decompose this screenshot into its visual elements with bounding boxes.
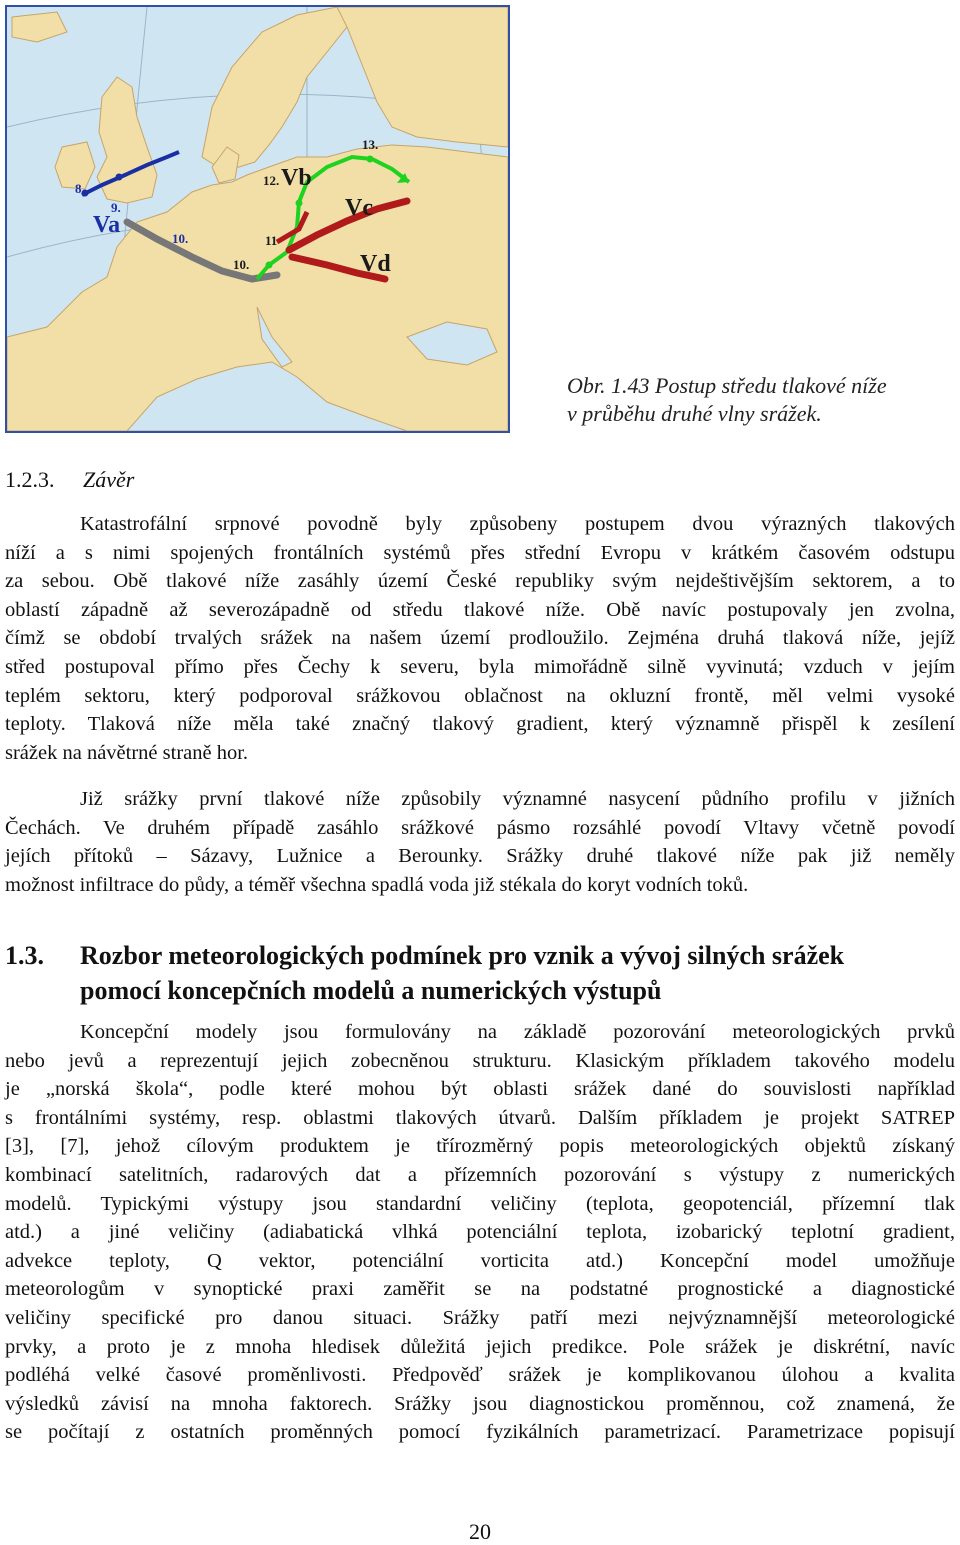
text-line: Koncepční modely jsou formulovány na základě pozorování meteorologických prvků: [80, 1021, 955, 1043]
text-line: advekce teploty, Q vektor, potenciální vorticita atd.) Koncepční model umožňuje: [5, 1249, 955, 1272]
text-line: za sebou. Obě tlakové níže zasáhly území České republiky svým nejdeštivějším sektorem, a to: [5, 570, 955, 593]
europe-map-svg: [7, 7, 508, 431]
text-line: veličiny specifické pro danou situaci. Srážky patří mezi nejvýznamnější meteorologické: [5, 1306, 955, 1329]
point-9: [116, 174, 123, 181]
text-line: s frontálními systémy, resp. oblastmi tlakových útvarů. Dalším příkladem je projekt SATREP: [5, 1106, 955, 1129]
text-line: jejích přítoků – Sázavy, Lužnice a Berounky. Srážky druhé tlakové níže pak již neměly: [5, 845, 955, 868]
text-line: teploty. Tlaková níže měla také značný tlakový gradient, který významně přispěl k zesílení: [5, 713, 955, 736]
text-line: Čechách. Ve druhém případě zasáhlo srážkové pásmo rozsáhlé povodí Vltavy včetně povodí: [5, 816, 955, 839]
text-line: atd.) a jiné veličiny (adiabatická vlhká potenciální teplota, izobarický teplotní gradient,: [5, 1221, 955, 1244]
text-line: výsledků závisí na mnoha faktorech. Srážky jsou diagnostickou proměnnou, což znamená, že: [5, 1392, 955, 1415]
label-10a: 10.: [172, 231, 189, 246]
text-line: střed postupoval přímo přes Čechy k severu, byla mimořádně silně vyvinutá; vzduch v jejím: [5, 655, 955, 678]
paragraph-1: [5, 510, 955, 767]
text-line: čímž se období trvalých srážek na našem území prodloužilo. Zejména druhá tlaková níže, jejíž: [5, 627, 955, 650]
point-13: [367, 156, 374, 163]
text-line: možnost infiltrace do půdy, a téměř všechna spadlá voda již stékala do koryt vodních toků.: [5, 873, 749, 896]
text-line: meteorologům v synoptické praxi zaměřit se na podstatné prognostické a diagnostické: [5, 1278, 955, 1301]
label-8: 8.: [75, 181, 85, 196]
text-line: Katastrofální srpnové povodně byly způsobeny postupem dvou výrazných tlakových: [80, 513, 955, 535]
label-13: 13.: [362, 137, 379, 152]
text-line: kombinací satelitních, radarových dat a přízemních pozorování s výstupy z numerických: [5, 1163, 955, 1186]
text-line: nebo jevů a reprezentují jejich zobecněnou strukturu. Klasickým příkladem takového modelu: [5, 1049, 955, 1072]
caption-line-2: v průběhu druhé vlny srážek.: [567, 401, 822, 426]
section-number: 1.2.3.: [5, 467, 55, 492]
chapter-title-line-2: pomocí koncepčních modelů a numerických výstupů: [80, 976, 662, 1005]
figure-caption: [567, 372, 957, 428]
paragraph-2: [5, 785, 955, 899]
text-line: oblastí západně až severozápadně od středu tlakové níže. Obě navíc postupovaly jen zvolna,: [5, 598, 955, 621]
label-12: 12.: [263, 173, 280, 188]
text-line: srážek na návětrné straně hor.: [5, 741, 249, 764]
label-10b: 10.: [233, 257, 250, 272]
text-line: [3], [7], jehož cílovým produktem je třírozměrný popis meteorologických objektů získaný: [5, 1135, 955, 1158]
label-vc: Vc: [345, 195, 373, 221]
label-vb: Vb: [281, 165, 312, 191]
label-va: Va: [93, 212, 121, 238]
page-number: 20: [469, 1519, 491, 1544]
pressure-low-track-map: [5, 5, 510, 433]
label-9: 9.: [111, 200, 121, 215]
point-12: [296, 200, 303, 207]
text-line: modelů. Typickými výstupy jsou standardní veličiny (teplota, geopotenciál, přízemní tlak: [5, 1192, 955, 1215]
text-line: níží a s nimi spojených frontálních systémů přes střední Evropu v krátkém časovém odstupu: [5, 541, 955, 564]
section-heading: [5, 467, 134, 493]
point-11: [266, 262, 273, 269]
label-11: 11: [265, 233, 278, 248]
paragraph-3: [5, 1018, 955, 1447]
chapter-number: 1.3.: [5, 941, 44, 970]
label-vd: Vd: [360, 251, 391, 277]
caption-line-1: Obr. 1.43 Postup středu tlakové níže: [567, 373, 887, 398]
chapter-title-line-1: Rozbor meteorologických podmínek pro vznik a vývoj silných srážek: [80, 941, 845, 970]
text-line: Již srážky první tlakové níže způsobily významné nasycení půdního profilu v jižních: [80, 788, 955, 810]
text-line: prvky, a proto je z mnoha hledisek důležitá jejich predikce. Pole srážek je diskrétní, navíc: [5, 1335, 955, 1358]
text-line: teplém sektoru, který podporoval srážkovou oblačnost na okluzní frontě, měl velmi vysoké: [5, 684, 955, 707]
text-line: podléhá velké časové proměnlivosti. Předpověď srážek je komplikovanou úlohou a kvalita: [5, 1364, 955, 1387]
text-line: se počítají z ostatních proměnných pomocí fyzikálních parametrizací. Parametrizace popisují: [5, 1421, 955, 1444]
text-line: je „norská škola“, podle které mohou být oblasti srážek dané do souvislosti například: [5, 1078, 955, 1101]
section-title: Závěr: [83, 467, 135, 492]
